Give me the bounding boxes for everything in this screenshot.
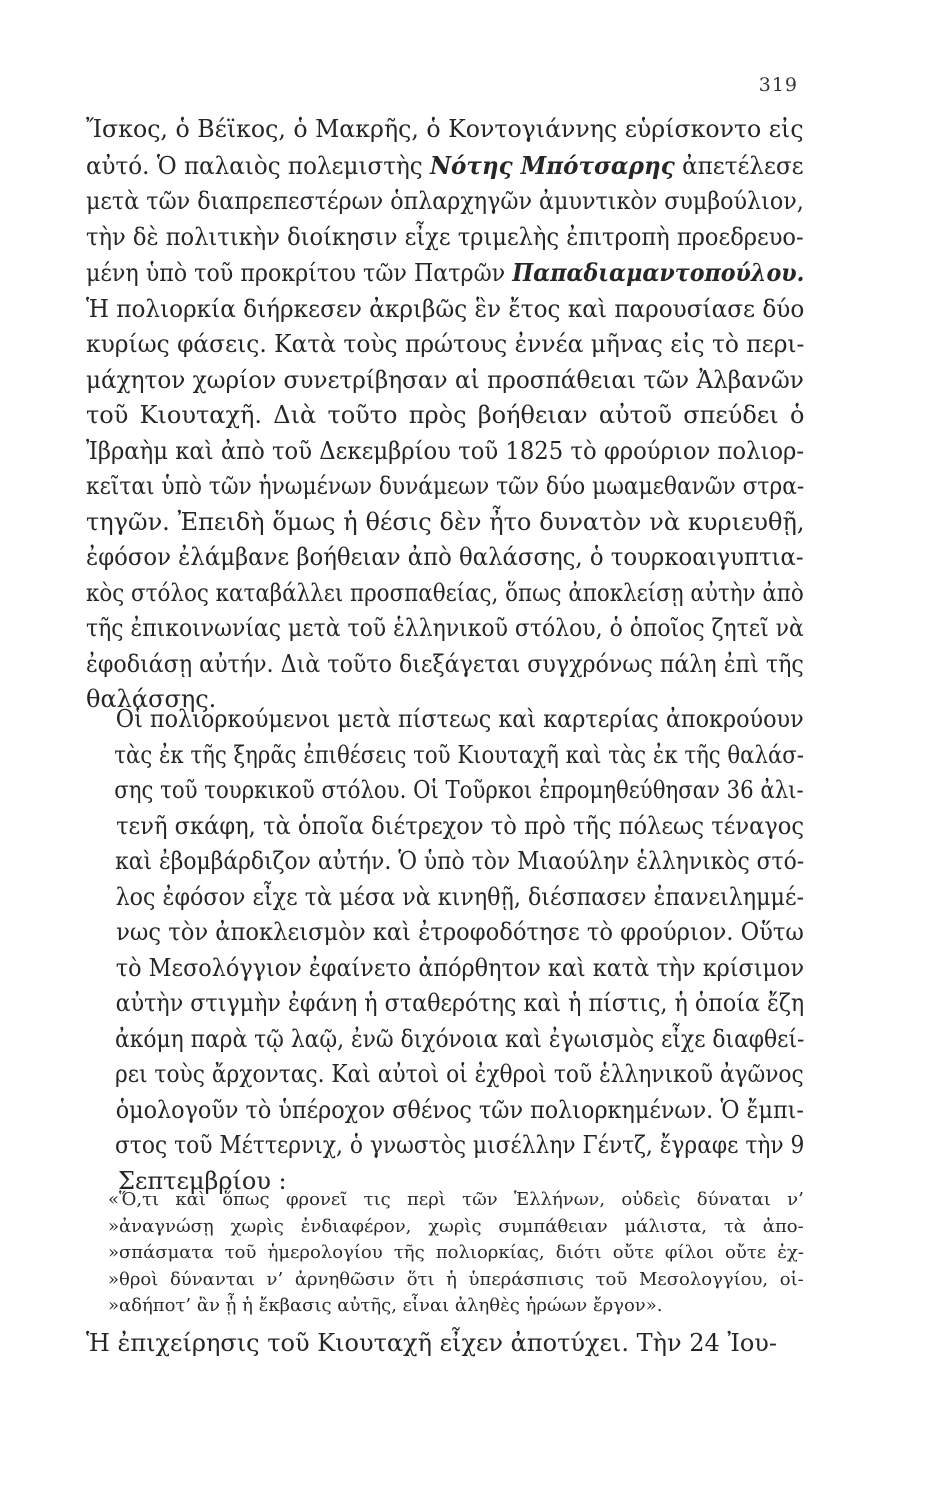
- quote-line: »σπάσματα τοῦ ἡμερολογίου τῆς πολιορκίας, διότι οὔτε φίλοι οὔτε ἐχ-: [108, 1242, 804, 1263]
- text-line: ἀκόμη παρὰ τῷ λαῷ, ἐνῶ διχόνοια καὶ ἐγωισμὸς εἶχε διαφθεί-: [115, 1024, 805, 1053]
- name-papadiamantopoulos: Παπαδιαμαντοπούλου.: [512, 258, 805, 287]
- text-line: μετὰ τῶν διαπρεπεστέρων ὁπλαρχηγῶν ἀμυντικὸν συμβούλιον,: [86, 187, 804, 215]
- text-line: κὸς στόλος καταβάλλει προσπαθείας, ὅπως ἀποκλείσῃ αὐτὴν ἀπὸ: [86, 578, 804, 607]
- text-line: [86, 148, 804, 185]
- paragraph-2: [86, 702, 804, 1199]
- paragraph-3: Ἡ ἐπιχείρησις τοῦ Κιουταχῆ εἶχεν ἀποτύχει. Τὴν 24 Ἰου-: [86, 1329, 778, 1357]
- text-line: ὁμολογοῦν τὸ ὑπέροχον σθένος τῶν πολιορκημένων. Ὁ ἔμπι-: [115, 1095, 804, 1124]
- text-fragment: μένη ὑπὸ τοῦ προκρίτου τῶν Πατρῶν: [86, 259, 506, 287]
- text-line: τὰς ἐκ τῆς ξηρᾶς ἐπιθέσεις τοῦ Κιουταχῆ καὶ τὰς ἐκ τῆς θαλάσ-: [114, 740, 804, 769]
- text-line: [86, 255, 805, 292]
- text-line: θαλάσσης.: [86, 685, 217, 713]
- block-quote-gentz: [108, 1187, 804, 1320]
- text-line: Ἴσκος, ὁ Βέϊκος, ὁ Μακρῆς, ὁ Κοντογιάννης εὑρίσκοντο εἰς: [86, 115, 804, 143]
- text-line: τενῆ σκάφη, τὰ ὁποῖα διέτρεχον τὸ πρὸ τῆς πόλεως τέναγος: [116, 811, 805, 840]
- text-line: στος τοῦ Μέττερνιχ, ὁ γνωστὸς μισέλλην Γέντζ, ἔγραφε τὴν 9: [115, 1131, 805, 1159]
- name-notis-botsaris: Νότης Μπότσαρης: [429, 150, 675, 180]
- quote-line: »ἀναγνώσῃ χωρὶς ἐνδιαφέρον, χωρὶς συμπάθειαν μάλιστα, τὰ ἀπο-: [108, 1215, 804, 1237]
- paragraph-1: [86, 112, 804, 718]
- text-line: αὐτὴν στιγμὴν ἐφάνη ἡ σταθερότης καὶ ἡ πίστις, ἡ ὁποία ἔζη: [115, 989, 805, 1017]
- text-line: μάχητον χωρίον συνετρίβησαν αἱ προσπάθειαι τῶν Ἀλβανῶν: [86, 365, 804, 394]
- quote-line: »θροὶ δύνανται ν’ ἀρνηθῶσιν ὅτι ἡ ὑπεράσπισις τοῦ Μεσολογγίου, οἱ-: [108, 1268, 804, 1290]
- text-line: τὸ Μεσολόγγιον ἐφαίνετο ἀπόρθητον καὶ κατὰ τὴν κρίσιμον: [115, 953, 805, 982]
- text-line: τῆς ἐπικοινωνίας μετὰ τοῦ ἑλληνικοῦ στόλου, ὁ ὁποῖος ζητεῖ νὰ: [86, 614, 804, 642]
- page-number: 319: [758, 74, 798, 96]
- text-line: Ἰβραὴμ καὶ ἀπὸ τοῦ Δεκεμβρίου τοῦ 1825 τὸ φρούριον πολιορ-: [86, 436, 805, 465]
- text-line: καὶ ἐβομβάρδιζον αὐτήν. Ὁ ὑπὸ τὸν Μιαούλην ἑλληνικὸς στό-: [115, 847, 805, 875]
- text-line: κεῖται ὑπὸ τῶν ἡνωμένων δυνάμεων τῶν δύο μωαμεθανῶν στρα-: [86, 472, 805, 500]
- quote-line: «Ὅ,τι καὶ ὅπως φρονεῖ τις περὶ τῶν Ἑλλήνων, οὐδεὶς δύναται ν’: [108, 1189, 804, 1210]
- text-fragment: ἀπετέλεσε: [682, 151, 804, 180]
- text-line: τοῦ Κιουταχῆ. Διὰ τοῦτο πρὸς βοήθειαν αὐτοῦ σπεύδει ὁ: [86, 401, 805, 429]
- text-line: Ἡ πολιορκία διήρκεσεν ἀκριβῶς ἓν ἔτος καὶ παρουσίασε δύο: [86, 294, 805, 323]
- text-line: κυρίως φάσεις. Κατὰ τοὺς πρώτους ἐννέα μῆνας εἰς τὸ περι-: [86, 330, 805, 358]
- text-line: τὴν δὲ πολιτικὴν διοίκησιν εἶχε τριμελὴς ἐπιτροπὴ προεδρευο-: [86, 222, 804, 251]
- text-line: νως τὸν ἀποκλεισμὸν καὶ ἐτροφοδότησε τὸ φρούριον. Οὕτω: [116, 918, 804, 946]
- text-line: ρει τοὺς ἄρχοντας. Καὶ αὐτοὶ οἱ ἐχθροὶ τοῦ ἑλληνικοῦ ἀγῶνος: [114, 1060, 804, 1088]
- text-line: σης τοῦ τουρκικοῦ στόλου. Οἱ Τοῦρκοι ἐπρομηθεύθησαν 36 ἀλι-: [114, 776, 804, 804]
- text-line: λος ἐφόσον εἶχε τὰ μέσα νὰ κινηθῇ, διέσπασεν ἐπανειλημμέ-: [115, 882, 804, 911]
- text-line: ἐφοδιάσῃ αὐτήν. Διὰ τοῦτο διεξάγεται συγχρόνως πάλη ἐπὶ τῆς: [86, 649, 804, 678]
- text-line: τηγῶν. Ἐπειδὴ ὅμως ἡ θέσις δὲν ἦτο δυνατὸν νὰ κυριευθῇ,: [86, 507, 805, 536]
- text-line: Σεπτεμβρίου :: [118, 1166, 287, 1195]
- text-line: Οἱ πολιορκούμενοι μετὰ πίστεως καὶ καρτερίας ἀποκρούουν: [115, 705, 804, 733]
- text-line: ἐφόσον ἐλάμβανε βοήθειαν ἀπὸ θαλάσσης, ὁ τουρκοαιγυπτια-: [86, 543, 804, 571]
- quote-line: »αδήποτ’ ἂν ᾖ ἡ ἔκβασις αὐτῆς, εἶναι ἀληθὲς ἡρώων ἔργον».: [108, 1295, 663, 1316]
- text-fragment: αὐτό. Ὁ παλαιὸς πολεμιστὴς: [86, 151, 423, 180]
